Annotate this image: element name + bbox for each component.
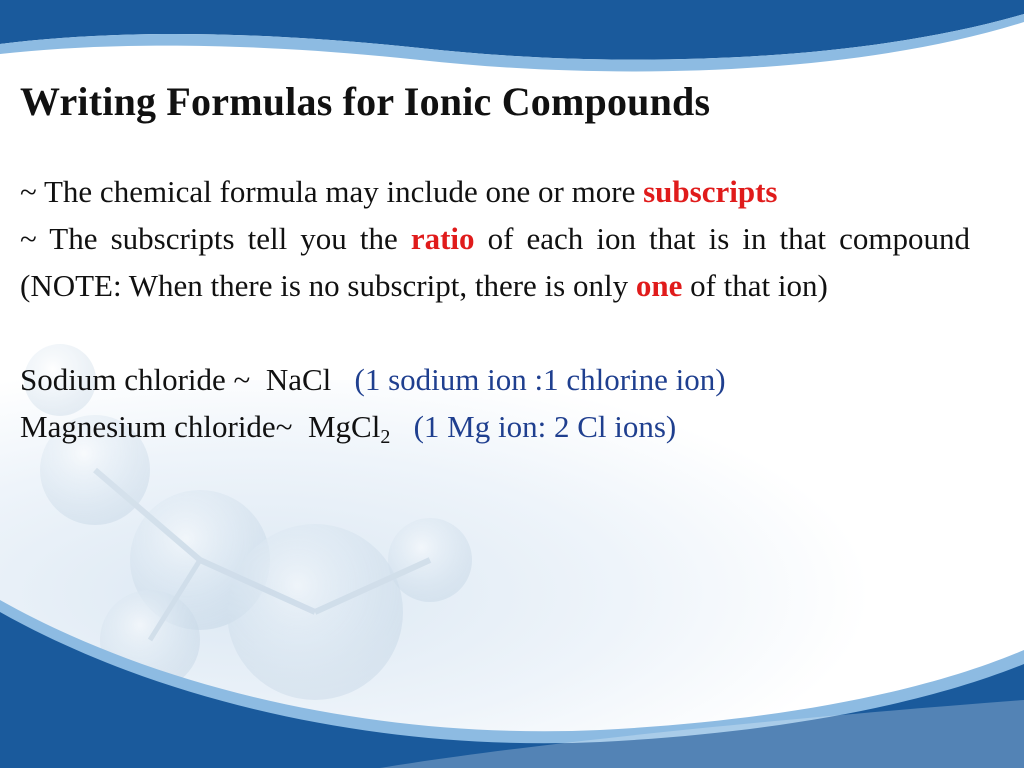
slide-title: Writing Formulas for Ionic Compounds bbox=[20, 79, 711, 124]
slide-body bbox=[20, 168, 970, 450]
bullet-marker: ~ bbox=[20, 174, 37, 209]
example-note: (1 Mg ion: 2 Cl ions) bbox=[413, 409, 677, 444]
example-formula: MgCl bbox=[307, 409, 381, 444]
example-name: Magnesium chloride~ bbox=[20, 409, 293, 444]
spacer bbox=[20, 309, 970, 356]
bullet-2-highlight-ratio: ratio bbox=[410, 221, 475, 256]
example-name: Sodium chloride ~ bbox=[20, 362, 251, 397]
example-sodium-chloride bbox=[20, 356, 970, 403]
bullet-1-text: The chemical formula may include one or more bbox=[43, 174, 636, 209]
example-formula: NaCl bbox=[265, 362, 332, 397]
bullet-2-text-end: of that ion) bbox=[690, 268, 828, 303]
bullet-2-highlight-one: one bbox=[635, 268, 683, 303]
bullet-2-text-start: The subscripts tell you the bbox=[49, 221, 398, 256]
bullet-1-highlight-subscripts: subscripts bbox=[643, 174, 778, 209]
bullet-2 bbox=[20, 215, 970, 309]
bullet-1 bbox=[20, 168, 970, 215]
example-magnesium-chloride bbox=[20, 403, 970, 450]
bullet-2-text-middle: of each ion that is in that compound (NOTE: When there is no subscript, there is only bbox=[20, 221, 970, 303]
example-note: (1 sodium ion :1 chlorine ion) bbox=[354, 362, 726, 397]
bullet-marker: ~ bbox=[20, 221, 37, 256]
example-formula-subscript: 2 bbox=[380, 426, 391, 448]
